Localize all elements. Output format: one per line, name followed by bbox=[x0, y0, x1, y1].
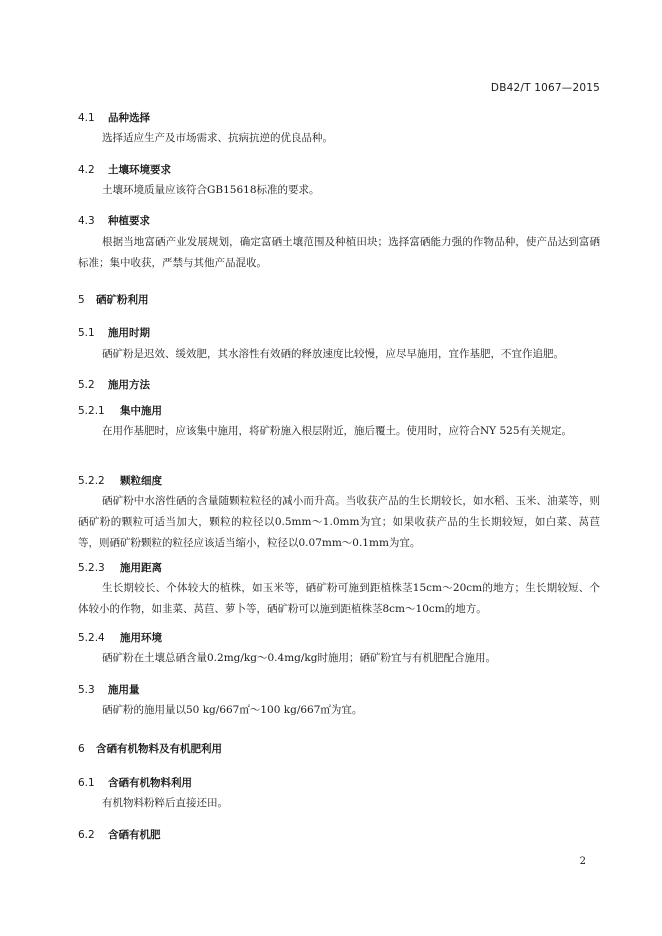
paragraph-4-2: 土壤环境质量应该符合GB15618标准的要求。 bbox=[102, 184, 320, 196]
paragraph-6-1: 有机物料粉粹后直接还田。 bbox=[102, 797, 228, 809]
heading-5-2-2: 5.2.2 颗粒细度 bbox=[78, 475, 162, 487]
heading-5: 5 硒矿粉利用 bbox=[78, 294, 149, 306]
heading-5-1: 5.1 施用时期 bbox=[78, 327, 150, 339]
paragraph-4-3: 根据当地富硒产业发展规划，确定富硒土壤范围及种植田块；选择富硒能力强的作物品种，使产品达到富硒标准；集中收获，严禁与其他产品混收。 bbox=[78, 236, 600, 269]
heading-4-1: 4.1 品种选择 bbox=[78, 112, 150, 124]
heading-5-2-4: 5.2.4 施用环境 bbox=[78, 632, 162, 644]
heading-6-1: 6.1 含硒有机物料利用 bbox=[78, 777, 192, 789]
paragraph-5-2-3: 生长期较长、个体较大的植株，如玉米等，硒矿粉可施到距植株茎15cm～20cm的地方；生长期较短、个体较小的作物，如韭菜、莴苣、萝卜等，硒矿粉可以施到距植株茎8cm～10cm的地方。 bbox=[78, 582, 600, 615]
heading-5-2-1: 5.2.1 集中施用 bbox=[78, 405, 162, 417]
heading-4-3: 4.3 种植要求 bbox=[78, 215, 150, 227]
heading-5-2: 5.2 施用方法 bbox=[78, 379, 150, 391]
page-number: 2 bbox=[579, 856, 586, 867]
document-code: DB42/T 1067—2015 bbox=[490, 82, 600, 94]
heading-6-2: 6.2 含硒有机肥 bbox=[78, 829, 161, 841]
paragraph-5-2-4: 硒矿粉在土壤总硒含量0.2mg/kg～0.4mg/kg时施用；硒矿粉宜与有机肥配合施用。 bbox=[102, 652, 496, 664]
heading-6: 6 含硒有机物料及有机肥利用 bbox=[78, 743, 222, 755]
paragraph-5-1: 硒矿粉是迟效、缓效肥，其水溶性有效硒的释放速度比较慢，应尽早施用，宜作基肥，不宜作追肥。 bbox=[102, 348, 564, 360]
heading-5-3: 5.3 施用量 bbox=[78, 684, 140, 696]
heading-4-2: 4.2 土壤环境要求 bbox=[78, 164, 171, 176]
paragraph-5-2-2: 硒矿粉中水溶性硒的含量随颗粒粒径的减小而升高。当收获产品的生长期较长，如水稻、玉米、油菜等，则硒矿粉的颗粒可适当加大，颗粒的粒径以0.5mm～1.0mm为宜；如果收获产品的生长期较短，如白菜、莴苣等，则硒矿粉颗粒的粒径应该适当缩小，粒径以0.07mm～0.1mm为宜。 bbox=[78, 495, 600, 549]
paragraph-5-2-1: 在用作基肥时，应该集中施用，将矿粉施入根层附近，施后覆土。使用时，应符合NY 525有关规定。 bbox=[102, 425, 572, 437]
paragraph-5-3: 硒矿粉的施用量以50 kg/667㎡～100 kg/667㎡为宜。 bbox=[102, 704, 363, 716]
paragraph-4-1: 选择适应生产及市场需求、抗病抗逆的优良品种。 bbox=[102, 132, 333, 144]
heading-5-2-3: 5.2.3 施用距离 bbox=[78, 562, 162, 574]
